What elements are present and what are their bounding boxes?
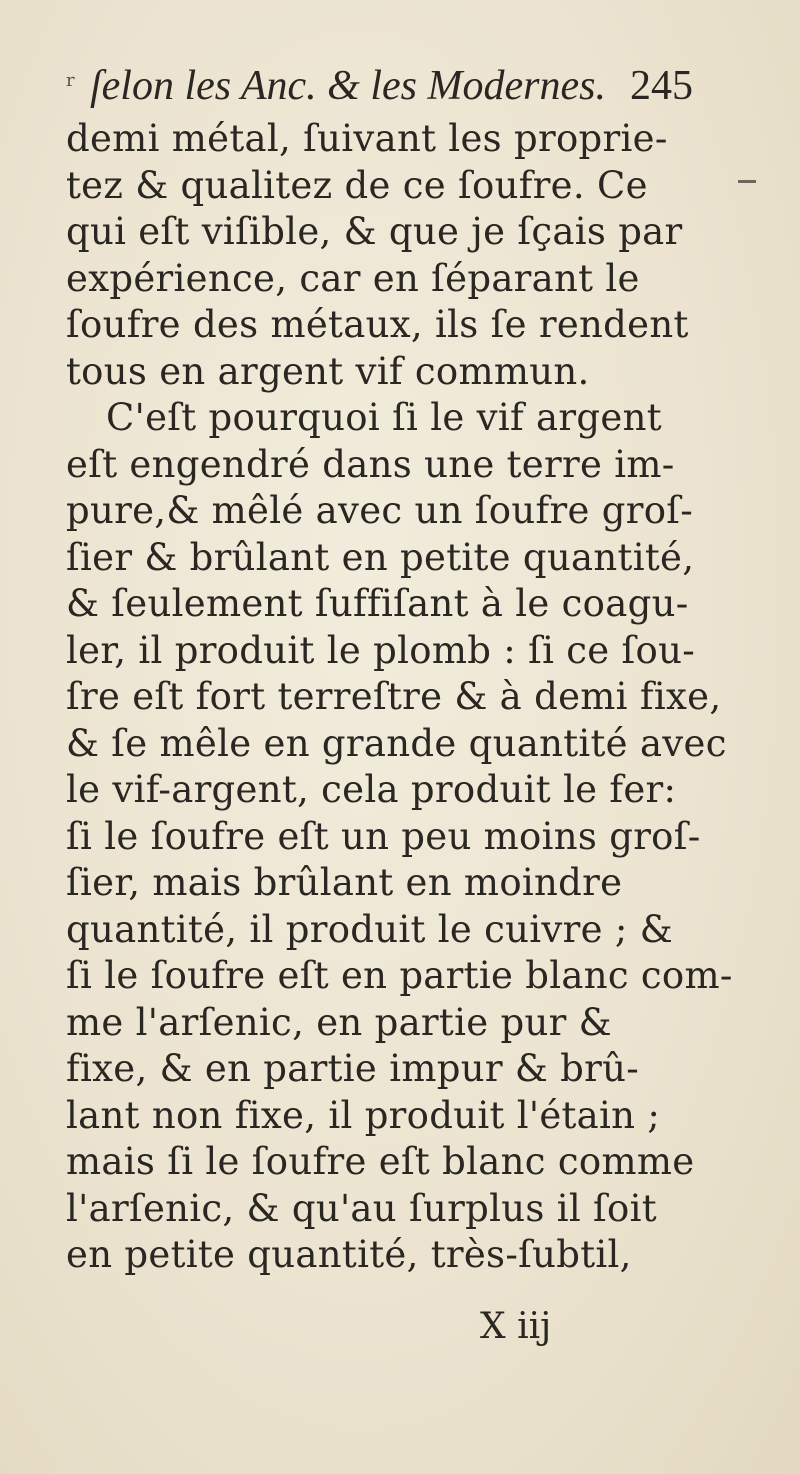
text-line: eſt engendré dans une terre im- [66,442,675,486]
text-line: & ſe mêle en grande quantité avec [66,721,727,765]
text-line: ſi le ſoufre eſt en partie blanc com- [66,954,733,997]
text-line: qui eſt viſible, & que je ſçais par [66,210,683,253]
text-line: ſier & brûlant en petite quantité, [66,535,695,579]
text-line: me l'arſenic, en partie pur & [66,1000,612,1044]
text-line: & ſeulement ſuffiſant à le coagu- [66,582,689,625]
signature-mark: X iij [480,1306,552,1347]
text-line: ſre eſt fort terreſtre & à demi fixe, [66,675,722,718]
text-line: tous en argent vif commun. [66,349,590,393]
text-line: expérience, car en ſéparant le [66,256,640,300]
text-line: fixe, & en partie impur & brû- [66,1047,640,1090]
text-line: le vif-argent, cela produit le fer: [66,768,677,811]
text-line: ſier, mais brûlant en moindre [66,861,623,904]
text-line: l'arſenic, & qu'au ſurplus il ſoit [66,1186,657,1230]
text-line: ſi le ſoufre eſt un peu moins groſ- [66,814,701,858]
body-text [66,116,756,1279]
paragraph-start-line: C'eſt pourquoi ſi le vif argent [106,396,662,439]
text-line: en petite quantité, très-ſubtil, [66,1233,632,1276]
corner-mark: r [66,70,75,91]
text-line: lant non fixe, il produit l'étain ; [66,1093,661,1137]
running-title: ſelon les Anc. & les Modernes. [90,63,606,109]
text-line: ſoufre des métaux, ils ſe rendent [66,303,689,346]
text-line: demi métal, ſuivant les proprie- [66,117,668,160]
text-line: tez & qualitez de ce ſoufre. Ce [66,163,648,207]
text-line: pure,& mêlé avec un ſoufre groſ- [66,489,694,532]
page-number: 245 [630,63,693,109]
text-line: quantité, il produit le cuivre ; & [66,907,673,951]
text-line: ler, il produit le plomb : ſi ce ſou- [66,628,696,672]
text-line: mais ſi le ſoufre eſt blanc comme [66,1140,695,1183]
running-head [90,62,750,110]
